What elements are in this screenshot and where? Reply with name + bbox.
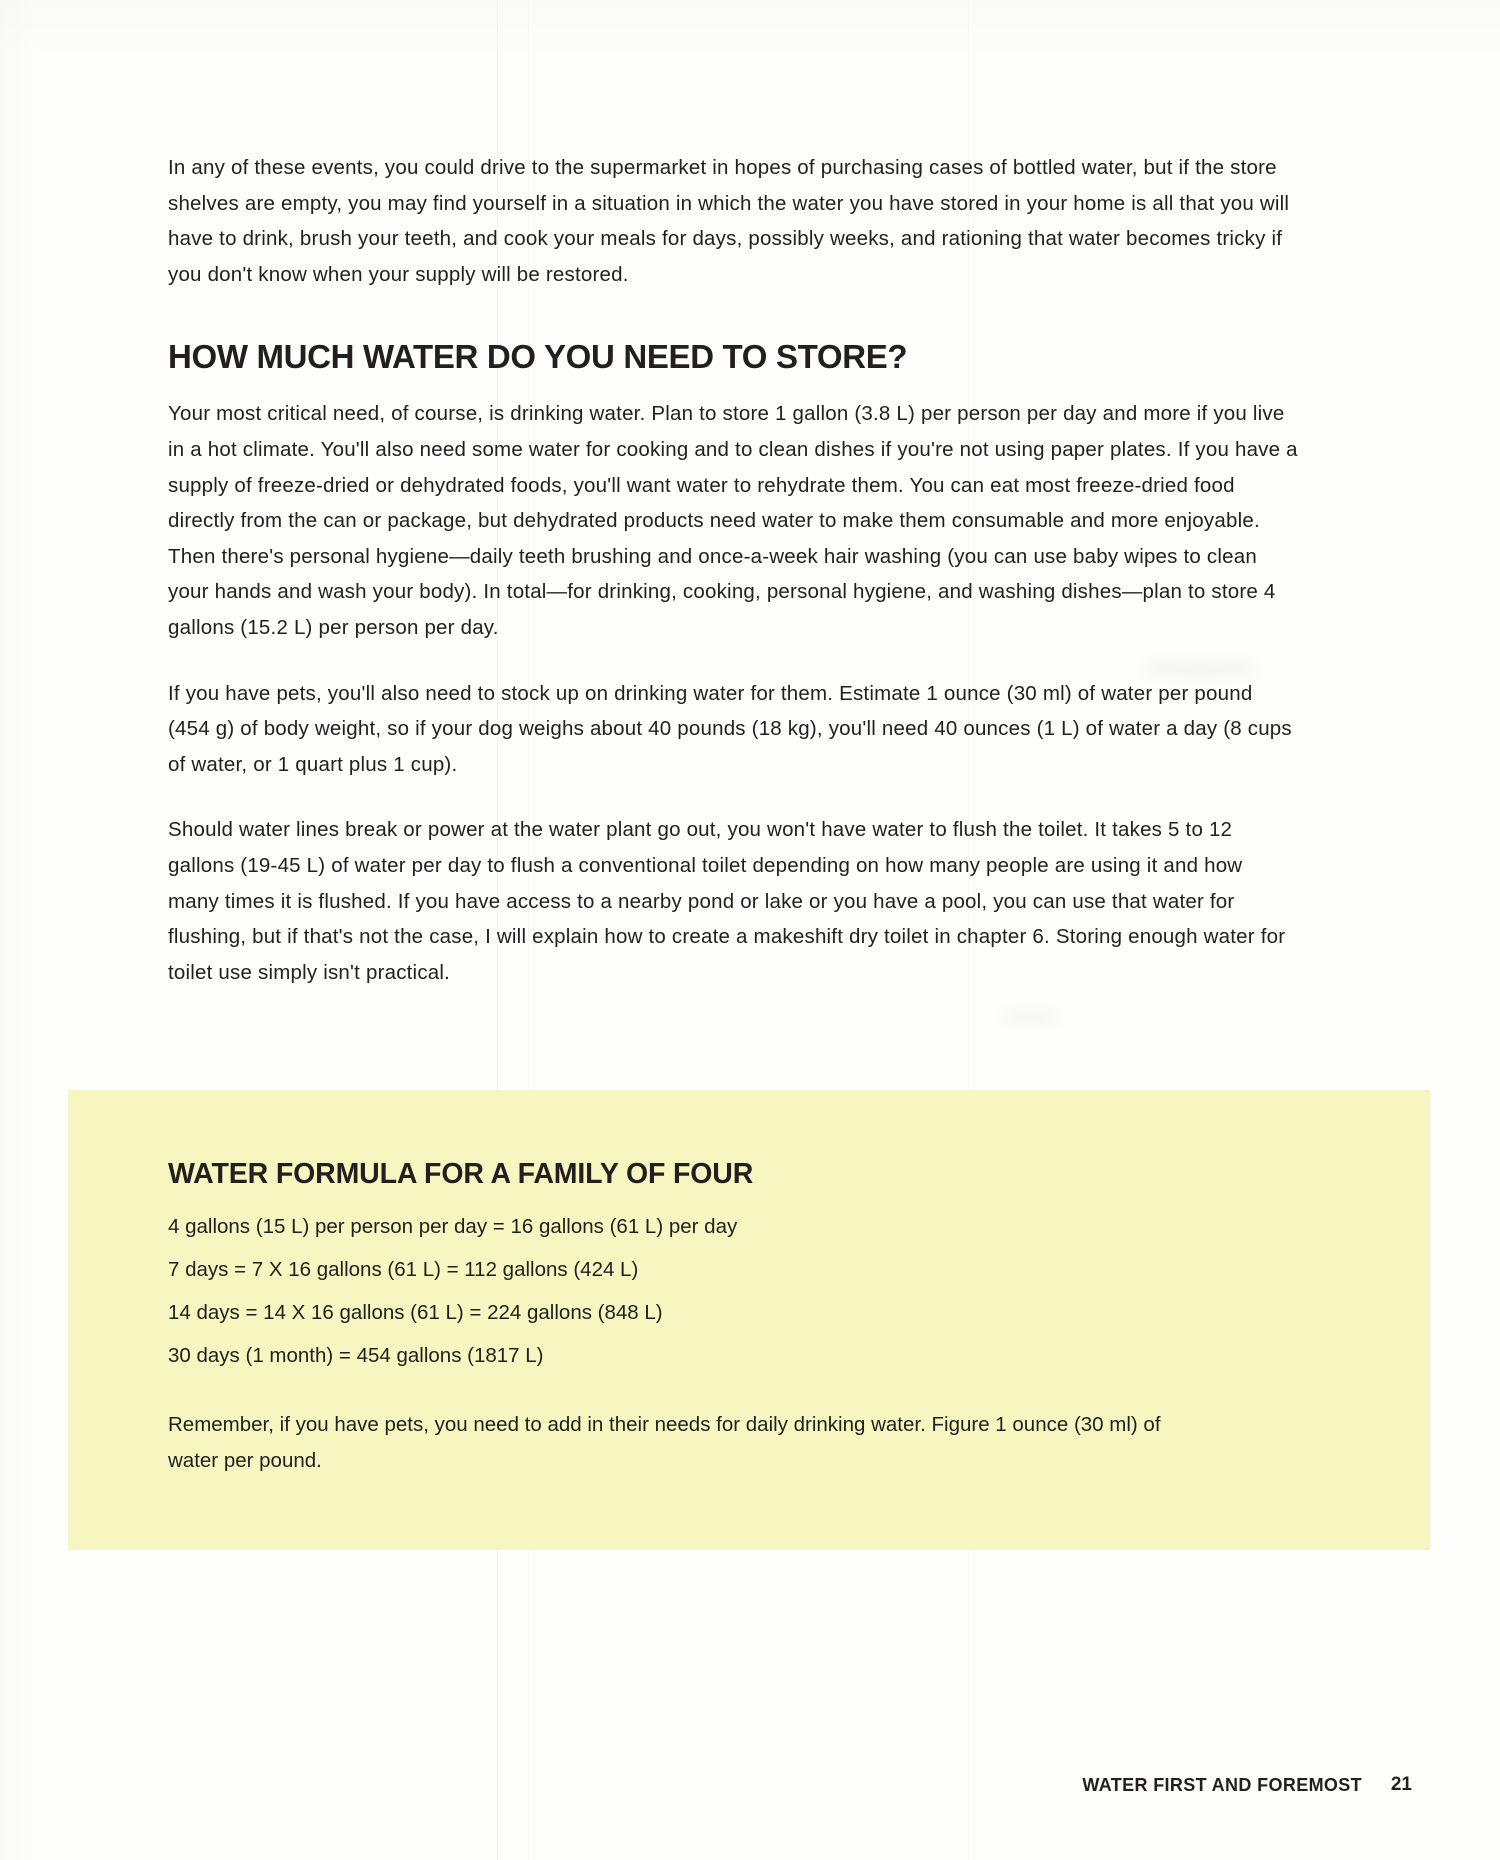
callout-formula-line: 4 gallons (15 L) per person per day = 16 gallons (61 L) per day — [168, 1215, 738, 1238]
callout-box — [68, 1090, 1430, 1550]
footer-page-number: 21 — [1390, 1774, 1412, 1795]
callout-note: Remember, if you have pets, you need to add in their needs for daily drinking water. Figure 1 ounce (30 ml) of water per pound. — [168, 1413, 1161, 1472]
callout-formula-line: 7 days = 7 X 16 gallons (61 L) = 112 gallons (424 L) — [168, 1258, 639, 1281]
page-footer — [0, 1768, 1500, 1796]
intro-paragraph: In any of these events, you could drive to the supermarket in hopes of purchasing cases of bottled water, but if the store shelves are empty, you may find yourself in a situation in which the water you have stored in your home is all that you will have to drink, brush your teeth, and cook your meals for days, possibly weeks, and rationing that water becomes tricky if you don't know when your supply will be restored. — [168, 156, 1290, 286]
section-heading: HOW MUCH WATER DO YOU NEED TO STORE? — [168, 338, 908, 376]
callout-content — [68, 1090, 1228, 1478]
footer-running-title: WATER FIRST AND FOREMOST — [1082, 1775, 1362, 1795]
callout-formula-line: 14 days = 14 X 16 gallons (61 L) = 224 gallons (848 L) — [168, 1301, 663, 1324]
body-paragraph-2: If you have pets, you'll also need to stock up on drinking water for them. Estimate 1 ounce (30 ml) of water per pound (454 g) of body weight, so if your dog weighs about 40 pounds (18 kg), you'll need 40 ounces (1 L) of water a day (8 cups of water, or 1 quart plus 1 cup). — [168, 681, 1292, 776]
callout-formula-line: 30 days (1 month) = 454 gallons (1817 L) — [168, 1344, 544, 1367]
page-content — [168, 150, 1298, 1020]
body-paragraph-1: Your most critical need, of course, is drinking water. Plan to store 1 gallon (3.8 L) per person per day and more if you live in a hot climate. You'll also need some water for cooking and to clean dishes if you're not using paper plates. If you have a supply of freeze-dried or dehydrated foods, you'll want water to rehydrate them. You can eat most freeze-dried food directly from the can or package, but dehydrated products need water to make them consumable and more enjoyable. Then there's personal hygiene—daily teeth brushing and once-a-week hair washing (you can use baby wipes to clean your hands and wash your body). In total—for drinking, cooking, personal hygiene, and washing dishes—plan to store 4 gallons (15.2 L) per person per day. — [168, 402, 1298, 639]
callout-title: WATER FORMULA FOR A FAMILY OF FOUR — [168, 1158, 754, 1190]
body-paragraph-3: Should water lines break or power at the water plant go out, you won't have water to flush the toilet. It takes 5 to 12 gallons (19-45 L) of water per day to flush a conventional toilet depending on how many people are using it and how many times it is flushed. If you have access to a nearby pond or lake or you have a pool, you can use that water for flushing, but if that's not the case, I will explain how to create a makeshift dry toilet in chapter 6. Storing enough water for toilet use simply isn't practical. — [168, 818, 1286, 984]
